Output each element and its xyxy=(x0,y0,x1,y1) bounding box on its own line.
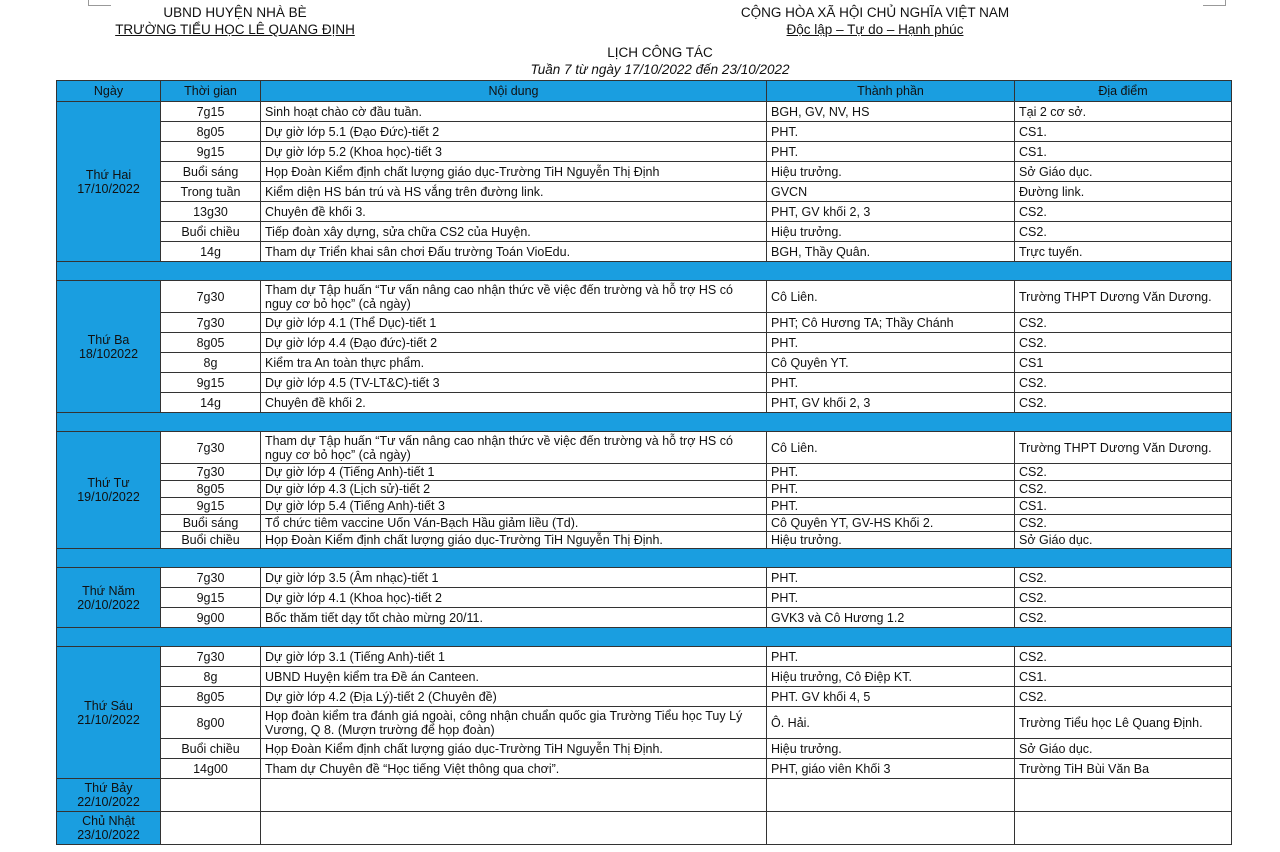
members-cell: PHT, GV khối 2, 3 xyxy=(767,202,1015,222)
members-cell: Hiệu trưởng. xyxy=(767,162,1015,182)
table-row xyxy=(57,532,1232,549)
members-cell: Hiệu trưởng. xyxy=(767,532,1015,549)
table-row xyxy=(57,162,1232,182)
schedule-table xyxy=(56,80,1232,845)
members-cell: PHT. xyxy=(767,333,1015,353)
table-row xyxy=(57,122,1232,142)
day-date: 22/10/2022 xyxy=(77,795,140,809)
content-cell: Dự giờ lớp 3.5 (Âm nhạc)-tiết 1 xyxy=(261,568,767,588)
table-row xyxy=(57,102,1232,122)
time-cell: 7g30 xyxy=(161,647,261,667)
table-header-row xyxy=(57,81,1232,102)
content-cell: Dự giờ lớp 5.1 (Đạo Đức)-tiết 2 xyxy=(261,122,767,142)
day-separator xyxy=(57,549,1232,568)
members-cell: PHT. xyxy=(767,568,1015,588)
content-cell: Dự giờ lớp 4 (Tiếng Anh)-tiết 1 xyxy=(261,464,767,481)
time-cell: 8g05 xyxy=(161,687,261,707)
table-row xyxy=(57,242,1232,262)
members-cell: Cô Liên. xyxy=(767,432,1015,464)
place-cell: Trường Tiểu học Lê Quang Định. xyxy=(1015,707,1232,739)
content-cell: Tổ chức tiêm vaccine Uốn Ván-Bạch Hầu giảm liều (Td). xyxy=(261,515,767,532)
place-cell: CS1. xyxy=(1015,667,1232,687)
time-cell: 7g30 xyxy=(161,281,261,313)
content-cell: Họp Đoàn Kiểm định chất lượng giáo dục-Trường TiH Nguyễn Thị Định. xyxy=(261,532,767,549)
place-cell: CS1. xyxy=(1015,498,1232,515)
table-row xyxy=(57,588,1232,608)
table-row xyxy=(57,667,1232,687)
members-cell: Hiệu trưởng. xyxy=(767,222,1015,242)
content-cell: Dự giờ lớp 4.5 (TV-LT&C)-tiết 3 xyxy=(261,373,767,393)
place-cell: Sở Giáo dục. xyxy=(1015,532,1232,549)
page-subtitle: Tuần 7 từ ngày 17/10/2022 đến 23/10/2022 xyxy=(530,62,790,77)
day-date: 23/10/2022 xyxy=(77,828,140,842)
content-cell: Dự giờ lớp 4.1 (Khoa học)-tiết 2 xyxy=(261,588,767,608)
day-cell xyxy=(57,812,161,845)
time-cell: 8g00 xyxy=(161,707,261,739)
place-cell: CS2. xyxy=(1015,313,1232,333)
content-cell: Tham dự Chuyên đề “Học tiếng Việt thông qua chơi”. xyxy=(261,759,767,779)
day-separator-row xyxy=(57,549,1232,568)
time-cell: 7g30 xyxy=(161,313,261,333)
time-cell: 8g05 xyxy=(161,481,261,498)
schedule-body xyxy=(57,102,1232,845)
table-row xyxy=(57,464,1232,481)
members-cell: BGH, GV, NV, HS xyxy=(767,102,1015,122)
place-cell: CS2. xyxy=(1015,588,1232,608)
table-row xyxy=(57,568,1232,588)
day-cell xyxy=(57,281,161,413)
table-row xyxy=(57,281,1232,313)
time-cell: 14g00 xyxy=(161,759,261,779)
day-date: 20/10/2022 xyxy=(77,597,140,612)
table-row xyxy=(57,498,1232,515)
place-cell: Sở Giáo dục. xyxy=(1015,162,1232,182)
content-cell: Dự giờ lớp 4.2 (Địa Lý)-tiết 2 (Chuyên đề) xyxy=(261,687,767,707)
time-cell: 9g15 xyxy=(161,588,261,608)
place-cell: CS2. xyxy=(1015,481,1232,498)
national-header xyxy=(640,4,1110,38)
day-name: Chủ Nhật xyxy=(82,814,135,828)
day-separator xyxy=(57,413,1232,432)
table-row xyxy=(57,481,1232,498)
time-cell: 8g05 xyxy=(161,333,261,353)
day-cell xyxy=(57,102,161,262)
time-cell xyxy=(161,779,261,812)
place-cell: CS1. xyxy=(1015,122,1232,142)
place-cell: CS2. xyxy=(1015,222,1232,242)
place-cell: Trực tuyến. xyxy=(1015,242,1232,262)
place-cell: CS2. xyxy=(1015,393,1232,413)
content-cell: Dự giờ lớp 5.4 (Tiếng Anh)-tiết 3 xyxy=(261,498,767,515)
members-cell: GVCN xyxy=(767,182,1015,202)
place-cell: CS2. xyxy=(1015,647,1232,667)
place-cell: CS1 xyxy=(1015,353,1232,373)
column-header: Thời gian xyxy=(161,81,261,102)
place-cell: CS1. xyxy=(1015,142,1232,162)
time-cell: 7g30 xyxy=(161,464,261,481)
content-cell: Kiểm tra An toàn thực phẩm. xyxy=(261,353,767,373)
table-row xyxy=(57,373,1232,393)
members-cell: BGH, Thầy Quân. xyxy=(767,242,1015,262)
content-cell: Dự giờ lớp 5.2 (Khoa học)-tiết 3 xyxy=(261,142,767,162)
day-date: 21/10/2022 xyxy=(77,712,140,727)
members-cell: PHT. xyxy=(767,588,1015,608)
day-name: Thứ Tư xyxy=(87,476,130,490)
place-cell: CS2. xyxy=(1015,515,1232,532)
page-corner-right xyxy=(1203,0,1226,6)
national-motto: Độc lập – Tự do – Hạnh phúc xyxy=(786,22,964,37)
school-header xyxy=(85,4,385,38)
table-row xyxy=(57,333,1232,353)
members-cell xyxy=(767,779,1015,812)
content-cell: Họp đoàn kiểm tra đánh giá ngoài, công nhận chuẩn quốc gia Trường Tiểu học Tuy Lý Vương, Q 8. (Mượn trường để họp đoàn) xyxy=(261,707,767,739)
day-separator-row xyxy=(57,413,1232,432)
day-date: 18/102022 xyxy=(78,346,139,361)
column-header: Ngày xyxy=(57,81,161,102)
page-title: LỊCH CÔNG TÁC xyxy=(607,45,713,60)
table-row xyxy=(57,707,1232,739)
place-cell: Tại 2 cơ sở. xyxy=(1015,102,1232,122)
place-cell xyxy=(1015,812,1232,845)
content-cell: Dự giờ lớp 4.4 (Đạo đức)-tiết 2 xyxy=(261,333,767,353)
schedule-title-block xyxy=(300,44,1020,78)
table-row xyxy=(57,393,1232,413)
members-cell: PHT, giáo viên Khối 3 xyxy=(767,759,1015,779)
day-separator xyxy=(57,628,1232,647)
day-name: Thứ Ba xyxy=(87,332,130,347)
content-cell: Tiếp đoàn xây dựng, sửa chữa CS2 của Huyện. xyxy=(261,222,767,242)
table-row xyxy=(57,432,1232,464)
time-cell: Buổi chiều xyxy=(161,222,261,242)
day-separator xyxy=(57,262,1232,281)
place-cell: CS2. xyxy=(1015,333,1232,353)
table-row xyxy=(57,687,1232,707)
day-cell xyxy=(57,779,161,812)
members-cell: Cô Quyên YT, GV-HS Khối 2. xyxy=(767,515,1015,532)
day-cell xyxy=(57,432,161,549)
place-cell: CS2. xyxy=(1015,608,1232,628)
time-cell: 14g xyxy=(161,393,261,413)
place-cell: Trường THPT Dương Văn Dương. xyxy=(1015,281,1232,313)
place-cell: Trường THPT Dương Văn Dương. xyxy=(1015,432,1232,464)
time-cell: Buổi chiều xyxy=(161,739,261,759)
table-row xyxy=(57,313,1232,333)
school-name: TRƯỜNG TIỂU HỌC LÊ QUANG ĐỊNH xyxy=(115,22,355,37)
time-cell: 8g xyxy=(161,667,261,687)
day-name: Thứ Năm xyxy=(82,583,135,598)
place-cell: CS2. xyxy=(1015,202,1232,222)
table-row xyxy=(57,142,1232,162)
place-cell: CS2. xyxy=(1015,373,1232,393)
members-cell: Hiệu trưởng, Cô Điệp KT. xyxy=(767,667,1015,687)
time-cell: 8g xyxy=(161,353,261,373)
members-cell: PHT. xyxy=(767,142,1015,162)
time-cell: 9g00 xyxy=(161,608,261,628)
day-cell xyxy=(57,568,161,628)
members-cell: PHT. GV khối 4, 5 xyxy=(767,687,1015,707)
time-cell: Buổi sáng xyxy=(161,162,261,182)
members-cell: Cô Liên. xyxy=(767,281,1015,313)
table-row xyxy=(57,647,1232,667)
day-name: Thứ Bảy xyxy=(84,781,133,795)
members-cell: Hiệu trưởng. xyxy=(767,739,1015,759)
content-cell: Chuyên đề khối 2. xyxy=(261,393,767,413)
content-cell: Chuyên đề khối 3. xyxy=(261,202,767,222)
content-cell: Họp Đoàn Kiểm định chất lượng giáo dục-Trường TiH Nguyễn Thị Định xyxy=(261,162,767,182)
table-row xyxy=(57,759,1232,779)
table-row xyxy=(57,779,1232,812)
members-cell: PHT. xyxy=(767,647,1015,667)
table-row xyxy=(57,202,1232,222)
time-cell xyxy=(161,812,261,845)
content-cell: Tham dự Triển khai sân chơi Đấu trường Toán VioEdu. xyxy=(261,242,767,262)
time-cell: 14g xyxy=(161,242,261,262)
content-cell: Dự giờ lớp 3.1 (Tiếng Anh)-tiết 1 xyxy=(261,647,767,667)
day-separator-row xyxy=(57,628,1232,647)
content-cell xyxy=(261,779,767,812)
members-cell: PHT. xyxy=(767,498,1015,515)
time-cell: Trong tuần xyxy=(161,182,261,202)
time-cell: 7g15 xyxy=(161,102,261,122)
members-cell xyxy=(767,812,1015,845)
place-cell: Trường TiH Bùi Văn Ba xyxy=(1015,759,1232,779)
place-cell: CS2. xyxy=(1015,568,1232,588)
content-cell: Bốc thăm tiết dạy tốt chào mừng 20/11. xyxy=(261,608,767,628)
content-cell: Sinh hoạt chào cờ đầu tuần. xyxy=(261,102,767,122)
place-cell: CS2. xyxy=(1015,464,1232,481)
content-cell: Kiểm diện HS bán trú và HS vắng trên đường link. xyxy=(261,182,767,202)
column-header: Thành phần xyxy=(767,81,1015,102)
place-cell: Sở Giáo dục. xyxy=(1015,739,1232,759)
content-cell: Tham dự Tập huấn “Tư vấn nâng cao nhận thức về việc đến trường và hỗ trợ HS có nguy cơ bỏ học” (cả ngày) xyxy=(261,281,767,313)
time-cell: 9g15 xyxy=(161,373,261,393)
time-cell: 9g15 xyxy=(161,498,261,515)
members-cell: PHT, GV khối 2, 3 xyxy=(767,393,1015,413)
place-cell: Đường link. xyxy=(1015,182,1232,202)
members-cell: Cô Quyên YT. xyxy=(767,353,1015,373)
members-cell: Ô. Hải. xyxy=(767,707,1015,739)
content-cell xyxy=(261,812,767,845)
day-separator-row xyxy=(57,262,1232,281)
time-cell: 8g05 xyxy=(161,122,261,142)
content-cell: Họp Đoàn Kiểm định chất lượng giáo dục-Trường TiH Nguyễn Thị Định. xyxy=(261,739,767,759)
content-cell: UBND Huyện kiểm tra Đề án Canteen. xyxy=(261,667,767,687)
country-name: CỘNG HÒA XÃ HỘI CHỦ NGHĨA VIỆT NAM xyxy=(740,5,1010,20)
table-row xyxy=(57,182,1232,202)
place-cell: CS2. xyxy=(1015,687,1232,707)
time-cell: Buổi sáng xyxy=(161,515,261,532)
place-cell xyxy=(1015,779,1232,812)
members-cell: PHT. xyxy=(767,481,1015,498)
time-cell: 7g30 xyxy=(161,568,261,588)
content-cell: Dự giờ lớp 4.3 (Lịch sử)-tiết 2 xyxy=(261,481,767,498)
members-cell: PHT. xyxy=(767,373,1015,393)
column-header: Nội dung xyxy=(261,81,767,102)
district-name: UBND HUYỆN NHÀ BÈ xyxy=(163,5,307,20)
members-cell: PHT. xyxy=(767,122,1015,142)
day-name: Thứ Hai xyxy=(85,167,132,182)
table-row xyxy=(57,515,1232,532)
time-cell: 9g15 xyxy=(161,142,261,162)
table-row xyxy=(57,608,1232,628)
members-cell: PHT; Cô Hương TA; Thầy Chánh xyxy=(767,313,1015,333)
content-cell: Tham dự Tập huấn “Tư vấn nâng cao nhận thức về việc đến trường và hỗ trợ HS có nguy cơ bỏ học” (cả ngày) xyxy=(261,432,767,464)
day-name: Thứ Sáu xyxy=(84,698,133,713)
time-cell: Buổi chiều xyxy=(161,532,261,549)
table-row xyxy=(57,739,1232,759)
time-cell: 7g30 xyxy=(161,432,261,464)
day-date: 19/10/2022 xyxy=(77,490,140,504)
table-row xyxy=(57,353,1232,373)
column-header: Địa điểm xyxy=(1015,81,1232,102)
content-cell: Dự giờ lớp 4.1 (Thể Dục)-tiết 1 xyxy=(261,313,767,333)
time-cell: 13g30 xyxy=(161,202,261,222)
day-cell xyxy=(57,647,161,779)
members-cell: PHT. xyxy=(767,464,1015,481)
table-row xyxy=(57,812,1232,845)
members-cell: GVK3 và Cô Hương 1.2 xyxy=(767,608,1015,628)
day-date: 17/10/2022 xyxy=(77,181,140,196)
table-row xyxy=(57,222,1232,242)
